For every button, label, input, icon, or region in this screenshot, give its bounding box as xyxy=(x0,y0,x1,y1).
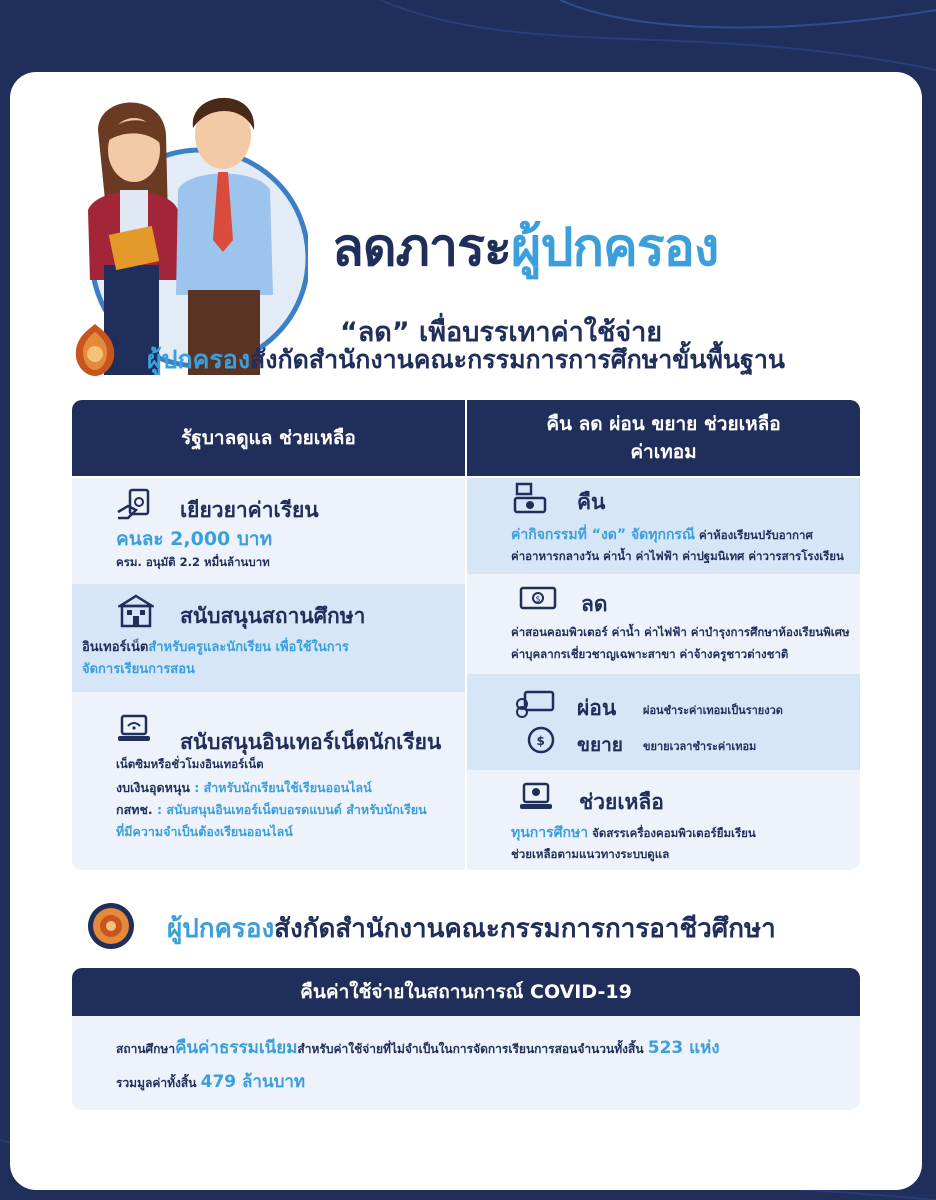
content-card xyxy=(10,72,922,1190)
reduce-line1: ค่าสอนคอมพิวเตอร์ ค่าน้ำ ค่าไฟฟ้า ค่าบำรุงการศึกษาห้องเรียนพิเศษ xyxy=(511,625,850,639)
hand-money-icon xyxy=(116,488,152,522)
internet-support-line2 xyxy=(116,778,372,798)
internet-support-cell xyxy=(72,692,465,870)
installment-cell xyxy=(467,674,860,770)
obec-emblem-icon xyxy=(72,322,118,378)
internet-support-line3-rest: : สนับสนุนอินเทอร์เน็ตบอรดแบนด์ สำหรับนักเรียน xyxy=(152,802,427,817)
right-column-header-line1: คืน ลด ผ่อน ขยาย ช่วยเหลือ xyxy=(546,412,781,435)
internet-support-line3-bold: กสทช. xyxy=(116,802,153,817)
tuition-cell xyxy=(72,478,465,584)
refund-title: คืน xyxy=(577,490,606,514)
tuition-title: เยียวยาค่าเรียน xyxy=(180,498,319,522)
internet-support-line2-bold: งบเงินอุดหนุน xyxy=(116,780,190,795)
refund-icon xyxy=(513,482,549,518)
covid-line2-a: รวมมูลค่าทั้งสิ้น xyxy=(116,1076,197,1090)
clock-coin-icon xyxy=(525,724,557,756)
covid-box-body xyxy=(72,1016,860,1110)
covid-line1-count: 523 แห่ง xyxy=(647,1038,720,1058)
svg-text:$: $ xyxy=(536,734,545,748)
section2-heading-highlight: ผู้ปกครอง xyxy=(167,914,275,944)
school-support-line1-bold: อินเทอร์เน็ต xyxy=(82,640,149,655)
laptop-wifi-icon xyxy=(116,712,152,746)
title-part2: ผู้ปกครอง xyxy=(510,218,719,278)
covid-line1-a: สถานศึกษา xyxy=(116,1042,176,1056)
reduce-line2: ค่าบุคลากรเชี่ยวชาญเฉพาะสาขา ค่าจ้างครูชาวต่างชาติ xyxy=(511,647,789,661)
covid-box-header xyxy=(72,968,860,1016)
school-support-line2: จัดการเรียนการสอน xyxy=(82,662,195,677)
internet-support-line1: เน็ตซิมหรือชั่วโมงอินเทอร์เน็ต xyxy=(116,757,264,771)
left-column-header xyxy=(72,400,465,476)
assist-line1-rest: จัดสรรเครื่องคอมพิวเตอร์ยืมเรียน xyxy=(588,826,756,840)
refund-line1 xyxy=(511,524,813,546)
laptop-icon xyxy=(519,782,553,814)
page-title xyxy=(332,218,719,278)
school-support-line1-rest: สำหรับครูและนักเรียน เพื่อใช้ในการ xyxy=(148,640,349,655)
title-part1: ลดภาระ xyxy=(332,218,511,278)
internet-support-title: สนับสนุนอินเทอร์เน็ตนักเรียน xyxy=(180,730,442,754)
column-divider xyxy=(465,400,467,870)
reduce-title: ลด xyxy=(581,592,608,616)
extend-desc: ขยายเวลาชำระค่าเทอม xyxy=(643,740,757,753)
covid-line2-amount: 479 ล้านบาท xyxy=(200,1072,306,1092)
covid-line1-blue: คืนค่าธรรมเนียม xyxy=(175,1038,298,1058)
school-support-cell xyxy=(72,584,465,692)
covid-line2 xyxy=(116,1068,305,1095)
tuition-amount: คนละ 2,000 บาท xyxy=(116,528,273,550)
reduce-cell xyxy=(467,574,860,674)
refund-line1-rest: ค่าห้องเรียนปรับอากาศ xyxy=(694,528,813,542)
assist-line2: ช่วยเหลือตามแนวทางระบบดูแล xyxy=(511,847,670,861)
covid-box-header-text: คืนค่าใช้จ่ายในสถานการณ์ COVID-19 xyxy=(300,981,632,1003)
left-column-header-text: รัฐบาลดูแล ช่วยเหลือ xyxy=(181,427,356,449)
banknote-icon xyxy=(519,584,559,614)
section2-heading-rest: สังกัดสำนักงานคณะกรรมการการอาชีวศึกษา xyxy=(274,914,776,944)
school-support-line1 xyxy=(82,636,349,657)
section1-heading-highlight: ผู้ปกครอง xyxy=(147,345,251,374)
school-building-icon xyxy=(118,594,154,628)
right-column-header xyxy=(467,400,860,476)
section1-heading xyxy=(147,340,785,380)
svg-text:$: $ xyxy=(535,594,541,604)
extend-title: ขยาย xyxy=(577,734,623,756)
internet-support-line4: ที่มีความจำเป็นต้องเรียนออนไลน์ xyxy=(116,824,293,839)
refund-line2: ค่าอาหารกลางวัน ค่าน้ำ ค่าไฟฟ้า ค่าปฐมนิเทศ ค่าวารสารโรงเรียน xyxy=(511,549,844,563)
internet-support-line2-rest: : สำหรับนักเรียนใช้เรียนออนไลน์ xyxy=(189,780,372,795)
internet-support-line3 xyxy=(116,800,427,820)
refund-line1-blue: ค่ากิจกรรมที่ “งด” จัดทุกกรณี xyxy=(511,527,695,543)
vec-emblem-icon xyxy=(86,901,136,951)
installment-desc: ผ่อนชำระค่าเทอมเป็นรายงวด xyxy=(643,704,783,717)
section2-heading xyxy=(167,908,776,949)
assist-line1-blue: ทุนการศึกษา xyxy=(511,825,589,841)
card-coins-icon xyxy=(515,690,555,718)
page-subtitle: “ลด” เพื่อบรรเทาค่าใช้จ่าย xyxy=(340,317,663,348)
section1-heading-rest: สังกัดสำนักงานคณะกรรมการการศึกษาขั้นพื้นฐาน xyxy=(250,345,785,374)
assist-cell xyxy=(467,770,860,870)
school-support-title: สนับสนุนสถานศึกษา xyxy=(180,604,366,628)
tuition-note: ครม. อนุมัติ 2.2 หมื่นล้านบาท xyxy=(116,555,270,569)
assist-line1 xyxy=(511,822,756,844)
covid-line1 xyxy=(116,1034,720,1061)
installment-title: ผ่อน xyxy=(577,696,617,720)
covid-line1-b: สำหรับค่าใช้จ่ายที่ไม่จำเป็นในการจัดการเรียนการสอนจำนวนทั้งสิ้น xyxy=(297,1042,644,1056)
refund-cell xyxy=(467,478,860,574)
assist-title: ช่วยเหลือ xyxy=(579,790,664,814)
right-column-header-line2: ค่าเทอม xyxy=(630,441,697,463)
